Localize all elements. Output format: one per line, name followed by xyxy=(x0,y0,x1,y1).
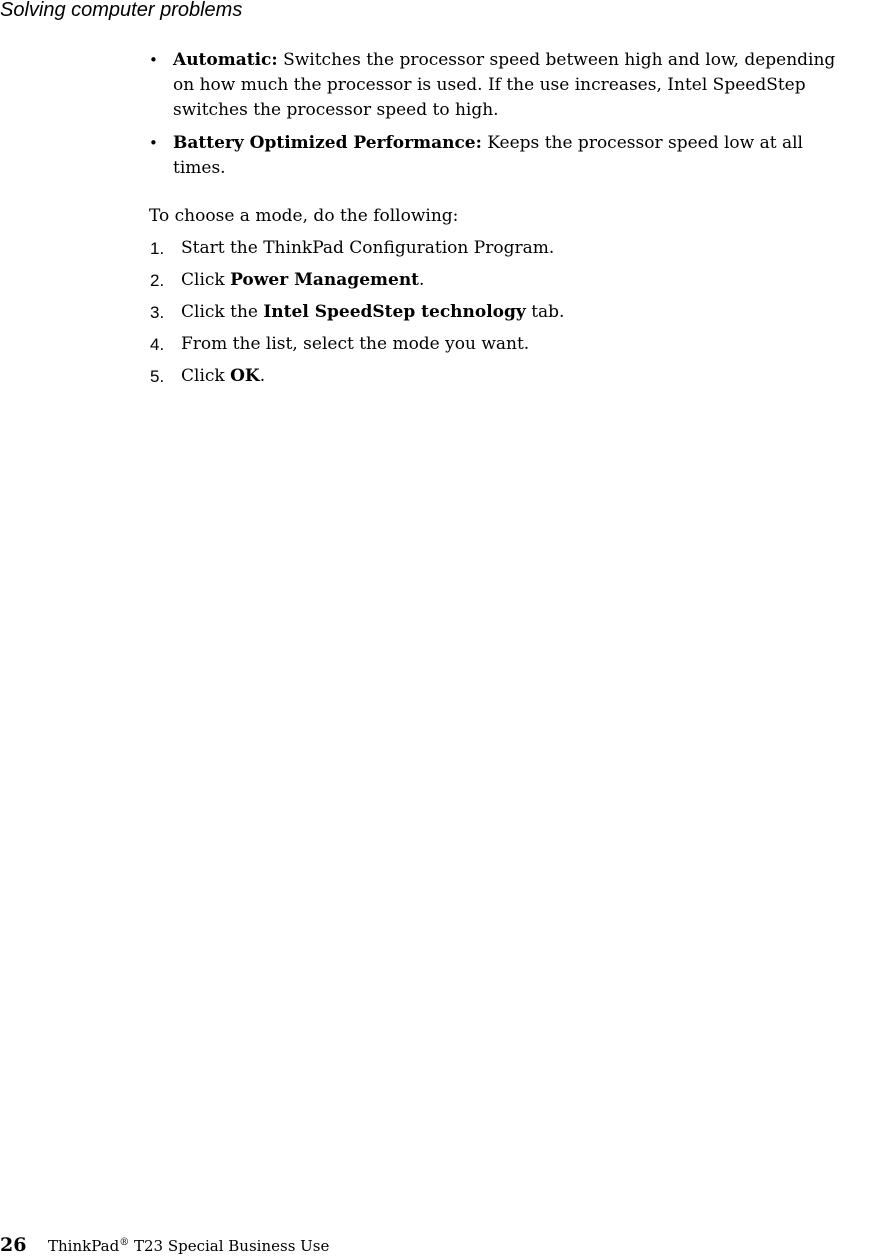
mode-description: Switches the processor speed between high and low, depending xyxy=(283,50,836,70)
footer-title: T23 Special Business Use xyxy=(129,1237,330,1255)
step-text: Start the ThinkPad Configuration Program. xyxy=(181,238,555,258)
mode-term: Automatic: xyxy=(173,50,278,70)
mode-line xyxy=(173,131,882,156)
step-item xyxy=(149,236,882,261)
page-content xyxy=(149,48,882,396)
running-head: Solving computer problems xyxy=(0,0,243,21)
step-ui-term: OK xyxy=(230,366,260,386)
procedure-intro: To choose a mode, do the following: xyxy=(149,206,459,226)
step-item xyxy=(149,332,882,357)
step-number: 2. xyxy=(150,271,165,290)
mode-description: on how much the processor is used. If the use increases, Intel SpeedStep xyxy=(173,75,806,95)
mode-item-automatic xyxy=(149,48,882,123)
step-text: Click xyxy=(181,366,231,386)
mode-item-battery-optimized xyxy=(149,131,882,181)
step-text: From the list, select the mode you want. xyxy=(181,334,530,354)
step-item xyxy=(149,300,882,325)
bullet-icon: • xyxy=(149,134,158,152)
registered-mark: ® xyxy=(119,1237,130,1248)
page-footer xyxy=(0,1233,329,1258)
step-item xyxy=(149,364,882,389)
footer-product: ThinkPad xyxy=(48,1237,120,1255)
page-number: 26 xyxy=(0,1234,27,1256)
step-number: 4. xyxy=(150,335,165,354)
step-ui-term: Power Management xyxy=(230,270,420,290)
mode-description: Keeps the processor speed low at all xyxy=(487,133,803,153)
mode-description: times. xyxy=(173,158,226,178)
step-number: 5. xyxy=(150,367,165,386)
mode-line xyxy=(173,48,882,73)
mode-list xyxy=(149,48,882,181)
step-number: 1. xyxy=(150,239,165,258)
step-text-end: . xyxy=(419,270,425,290)
mode-term: Battery Optimized Performance: xyxy=(173,133,482,153)
step-number: 3. xyxy=(150,303,165,322)
step-text: Click the xyxy=(181,302,264,322)
step-text-end: tab. xyxy=(525,302,565,322)
step-text: Click xyxy=(181,270,231,290)
step-ui-term: Intel SpeedStep technology xyxy=(263,302,526,322)
procedure-steps xyxy=(149,236,882,389)
mode-description: switches the processor speed to high. xyxy=(173,100,499,120)
step-text-end: . xyxy=(259,366,266,386)
step-item xyxy=(149,268,882,293)
bullet-icon: • xyxy=(149,51,158,69)
